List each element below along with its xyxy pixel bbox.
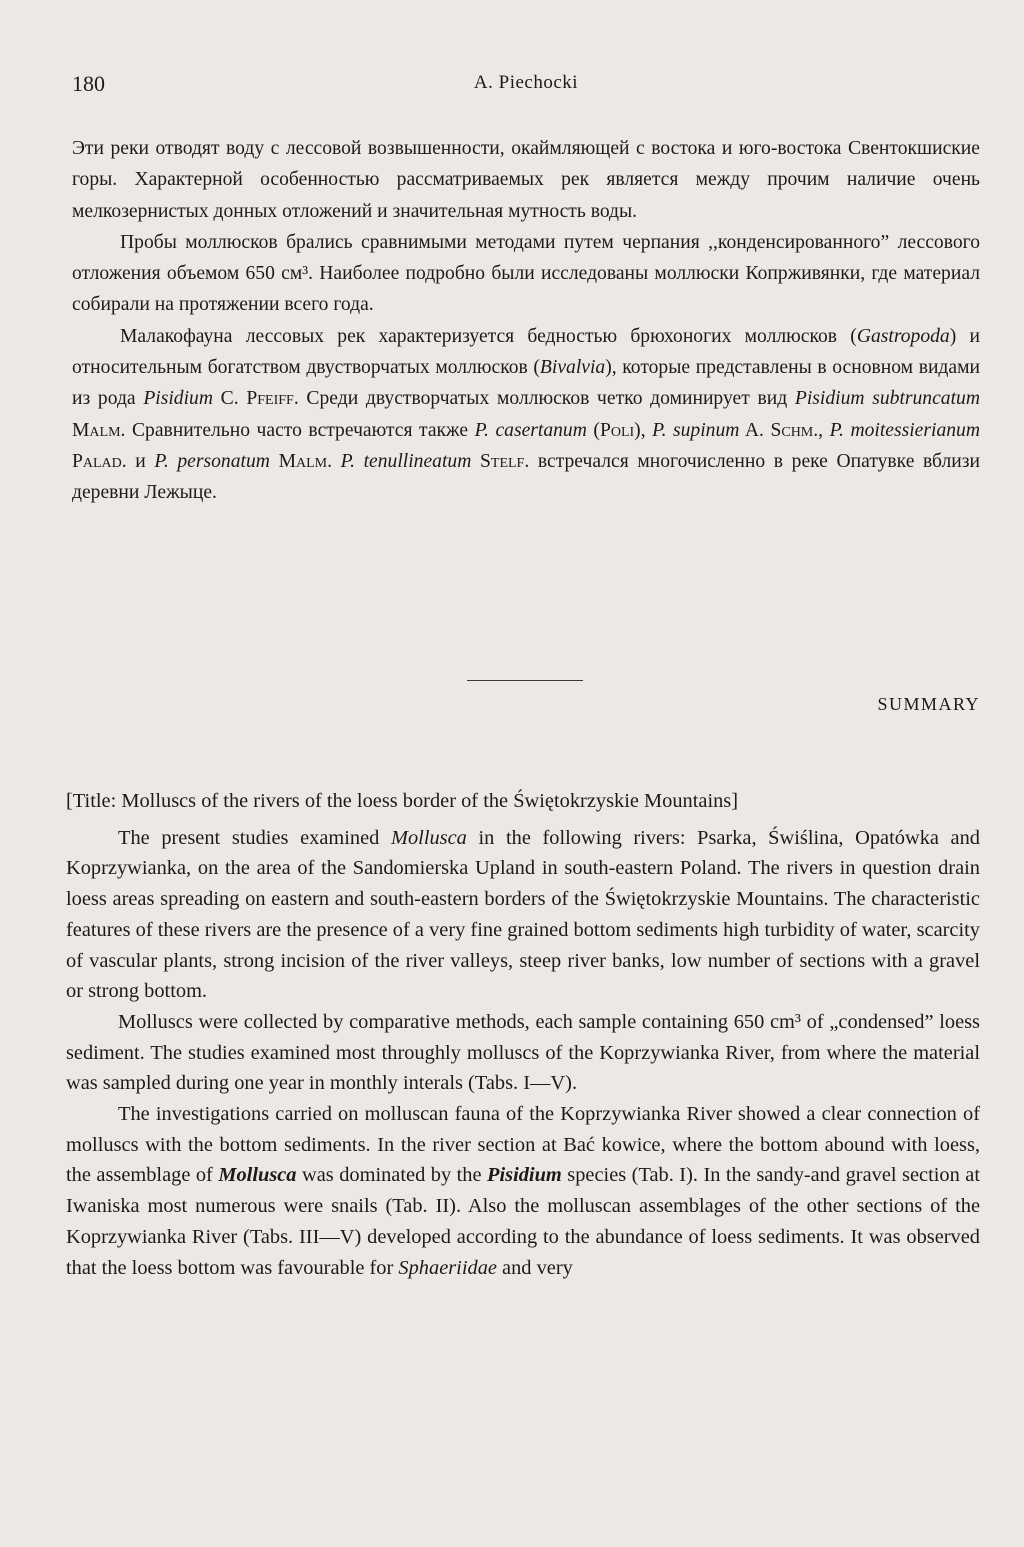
text-run: .,	[813, 419, 830, 441]
taxon-name: P. tenullineatum	[340, 450, 472, 472]
text-run: C.	[212, 388, 247, 410]
text-run: . и	[121, 450, 155, 472]
text-run: . Сравнительно часто встречаются также	[120, 419, 475, 441]
text-run: (	[586, 419, 600, 441]
text-run	[471, 451, 480, 472]
taxon-name: P. personatum	[154, 450, 270, 472]
page-header	[72, 71, 980, 103]
taxon-name: Pisidium	[487, 1164, 562, 1187]
section-divider	[467, 680, 583, 681]
text-run: Малакофауна лессовых рек характеризуется бедностью брюхоногих моллюсков (	[120, 325, 857, 347]
text-run: ),	[634, 419, 653, 441]
taxon-name: Pisidium	[143, 388, 213, 410]
russian-text-block	[72, 133, 980, 509]
author-name: Poli	[599, 419, 635, 441]
author-name: Malm	[278, 450, 328, 472]
taxon-name: Pisidium subtruncatum	[794, 388, 980, 410]
text-run: .	[327, 450, 341, 472]
text-run: and very	[496, 1256, 573, 1279]
author-name: Malm	[72, 419, 121, 441]
text-run: A.	[739, 419, 771, 441]
text-run: ), которые представлены в основном видами из рода	[72, 357, 980, 410]
summary-title-line: [Title: Molluscs of the rivers of the loess border of the Świętokrzyskie Mountains]	[66, 790, 739, 812]
taxon-name: Gastropoda	[856, 325, 950, 347]
taxon-name: P. moitessierianum	[829, 419, 980, 441]
summary-paragraph-2: Molluscs were collected by comparative methods, each sample containing 650 cm³ of „condensed” loess sediment. The studies examined most throughly molluscs of the Koprzywianka River, from where the material was sampled during one year in monthly interals (Tabs. I—V).	[66, 1010, 980, 1095]
summary-paragraph-3	[66, 1099, 980, 1283]
author-name: Stelf	[480, 450, 525, 472]
text-run: . встречался многочисленно в реке Опатувке вблизи деревни Лежыце.	[72, 450, 981, 504]
taxon-name: Mollusca	[218, 1164, 297, 1187]
running-head-author: A. Piechocki	[473, 72, 579, 93]
taxon-name: P. casertanum	[474, 419, 587, 441]
taxon-name: Sphaeriidae	[398, 1256, 497, 1279]
author-name: Schm	[770, 419, 814, 441]
summary-paragraph-1	[66, 823, 980, 1007]
text-run	[270, 451, 279, 472]
text-run: The present studies examined	[118, 826, 391, 849]
text-run: The investigations carried on molluscan fauna of the Koprzywianka River showed a clear connection of molluscs with the bottom sediments. In the river section at Bać kowice, where the bottom abound with loess, the assemblage of	[66, 1103, 980, 1187]
english-summary-block	[66, 786, 980, 1283]
taxon-name: Bivalvia	[539, 357, 606, 379]
russian-paragraph-2: Пробы моллюсков брались сравнимыми методами путем черпания ,,конденсированного” лессового отложения объемом 650 см³. Наиболее подробно были исследованы моллюски Копрживянки, где материал собирали на протяжении всего года.	[72, 231, 980, 316]
russian-paragraph-3	[72, 321, 980, 509]
page-number: 180	[72, 71, 105, 96]
text-run: . Среди двустворчатых моллюсков четко доминирует вид	[293, 388, 795, 410]
text-run: ) и относительным богатством двустворчатых моллюсков (	[72, 325, 980, 379]
text-run: in the following rivers: Psarka, Świślina, Opatówka and Koprzywianka, on the area of the Sandomierska Upland in south-eastern Poland. The rivers in question drain loess areas spreading on eastern and south-eastern borders of the Świętokrzyskie Mountains. The characteristic features of these rivers are the presence of a very fine grained bottom sediments high turbidity of water, scarcity of vascular plants, strong incision of the river valleys, steep river banks, low number of sections with a gravel or strong bottom.	[66, 826, 980, 1003]
taxon-name: P. supinum	[652, 419, 740, 441]
text-run: was dominated by the	[296, 1164, 488, 1187]
taxon-name: Mollusca	[390, 826, 467, 849]
text-run: species (Tab. I). In the sandy-and gravel section at Iwaniska most numerous were snails (Tab. II). Also the molluscan assemblages of the other sections of the Koprzywianka River (Tabs. III—V) developed according to the abundance of loess sediments. It was observed that the loess bottom was favourable for	[66, 1164, 980, 1279]
summary-heading: SUMMARY	[877, 694, 980, 714]
author-name: Palad	[72, 450, 122, 472]
russian-paragraph-1: Эти реки отводят воду с лессовой возвышенности, окаймляющей с востока и юго-востока Свентокшиские горы. Характерной особенностью рассматриваемых рек является между прочим наличие очень мелкозернистых донных отложений и значительная мутность воды.	[72, 138, 980, 222]
author-name: Pfeiff	[246, 388, 294, 410]
